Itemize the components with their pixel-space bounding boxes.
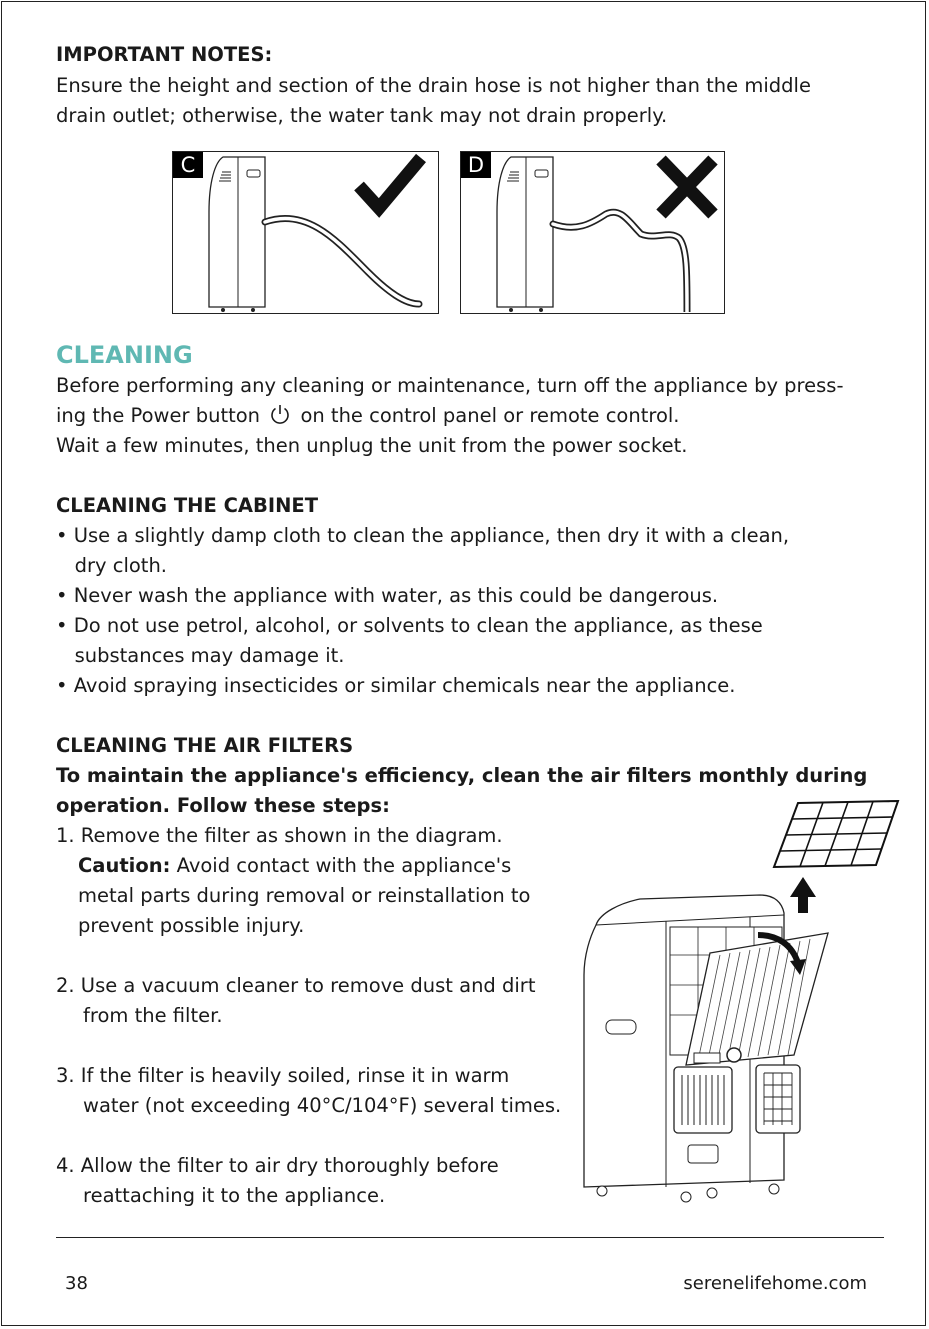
filters-caution-2: metal parts during removal or reinstallation to (78, 884, 531, 907)
filters-step-3-cont: water (not exceeding 40°C/104°F) several times. (83, 1094, 562, 1117)
cabinet-bullet-1: • Use a slightly damp cloth to clean the appliance, then dry it with a clean, (56, 524, 790, 547)
filters-step-2-cont: from the filter. (83, 1004, 223, 1027)
figure-c-correct-drain (172, 151, 439, 314)
cabinet-bullet-1-cont: dry cloth. (56, 554, 168, 577)
cleaning-line-2 (56, 401, 680, 431)
power-icon (268, 402, 292, 426)
filters-intro-2: operation. Follow these steps: (56, 794, 390, 817)
cabinet-bullet-3: • Do not use petrol, alcohol, or solvents to clean the appliance, as these (56, 614, 763, 637)
filters-caution (78, 851, 511, 881)
check-icon (359, 158, 421, 208)
filters-step-3: 3. If the filter is heavily soiled, rinse it in warm (56, 1064, 510, 1087)
footer-rule (56, 1237, 884, 1238)
page-number: 38 (65, 1273, 88, 1294)
cross-icon (661, 160, 713, 214)
figure-c-label: C (173, 152, 203, 178)
cabinet-heading: CLEANING THE CABINET (56, 494, 319, 517)
filters-heading: CLEANING THE AIR FILTERS (56, 734, 354, 757)
caution-text: Avoid contact with the appliance's (170, 854, 512, 877)
cabinet-bullet-3-cont: substances may damage it. (56, 644, 345, 667)
figure-c-drawing (173, 152, 437, 312)
important-line-2: drain outlet; otherwise, the water tank may not drain properly. (56, 104, 668, 127)
website-url: serenelifehome.com (683, 1273, 867, 1294)
cleaning-title: CLEANING (56, 341, 193, 369)
figure-d-drawing (461, 152, 723, 312)
caution-label: Caution: (78, 854, 171, 877)
filters-intro-1: To maintain the appliance's efficiency, clean the air filters monthly during (56, 764, 868, 787)
arrow-up-icon (790, 877, 816, 913)
important-heading: IMPORTANT NOTES: (56, 43, 273, 66)
figure-d-label: D (461, 152, 491, 178)
important-line-1: Ensure the height and section of the drain hose is not higher than the middle (56, 74, 811, 97)
filters-step-4-cont: reattaching it to the appliance. (83, 1184, 386, 1207)
cleaning-line-3: Wait a few minutes, then unplug the unit from the power socket. (56, 434, 688, 457)
figure-d-incorrect-drain (460, 151, 725, 314)
cabinet-bullet-4: • Avoid spraying insecticides or similar chemicals near the appliance. (56, 674, 736, 697)
cleaning-line-1: Before performing any cleaning or maintenance, turn off the appliance by press- (56, 374, 844, 397)
air-filter-grid (774, 801, 898, 867)
filters-step-4: 4. Allow the filter to air dry thoroughly before (56, 1154, 499, 1177)
filters-caution-3: prevent possible injury. (78, 914, 305, 937)
cleaning-line-2-end: on the control panel or remote control. (300, 404, 680, 427)
cleaning-line-2-start: ing the Power button (56, 404, 261, 427)
cabinet-bullet-2: • Never wash the appliance with water, as this could be dangerous. (56, 584, 719, 607)
filters-step-2: 2. Use a vacuum cleaner to remove dust and dirt (56, 974, 536, 997)
filters-step-1: 1. Remove the filter as shown in the diagram. (56, 824, 503, 847)
filter-removal-diagram (570, 795, 910, 1215)
